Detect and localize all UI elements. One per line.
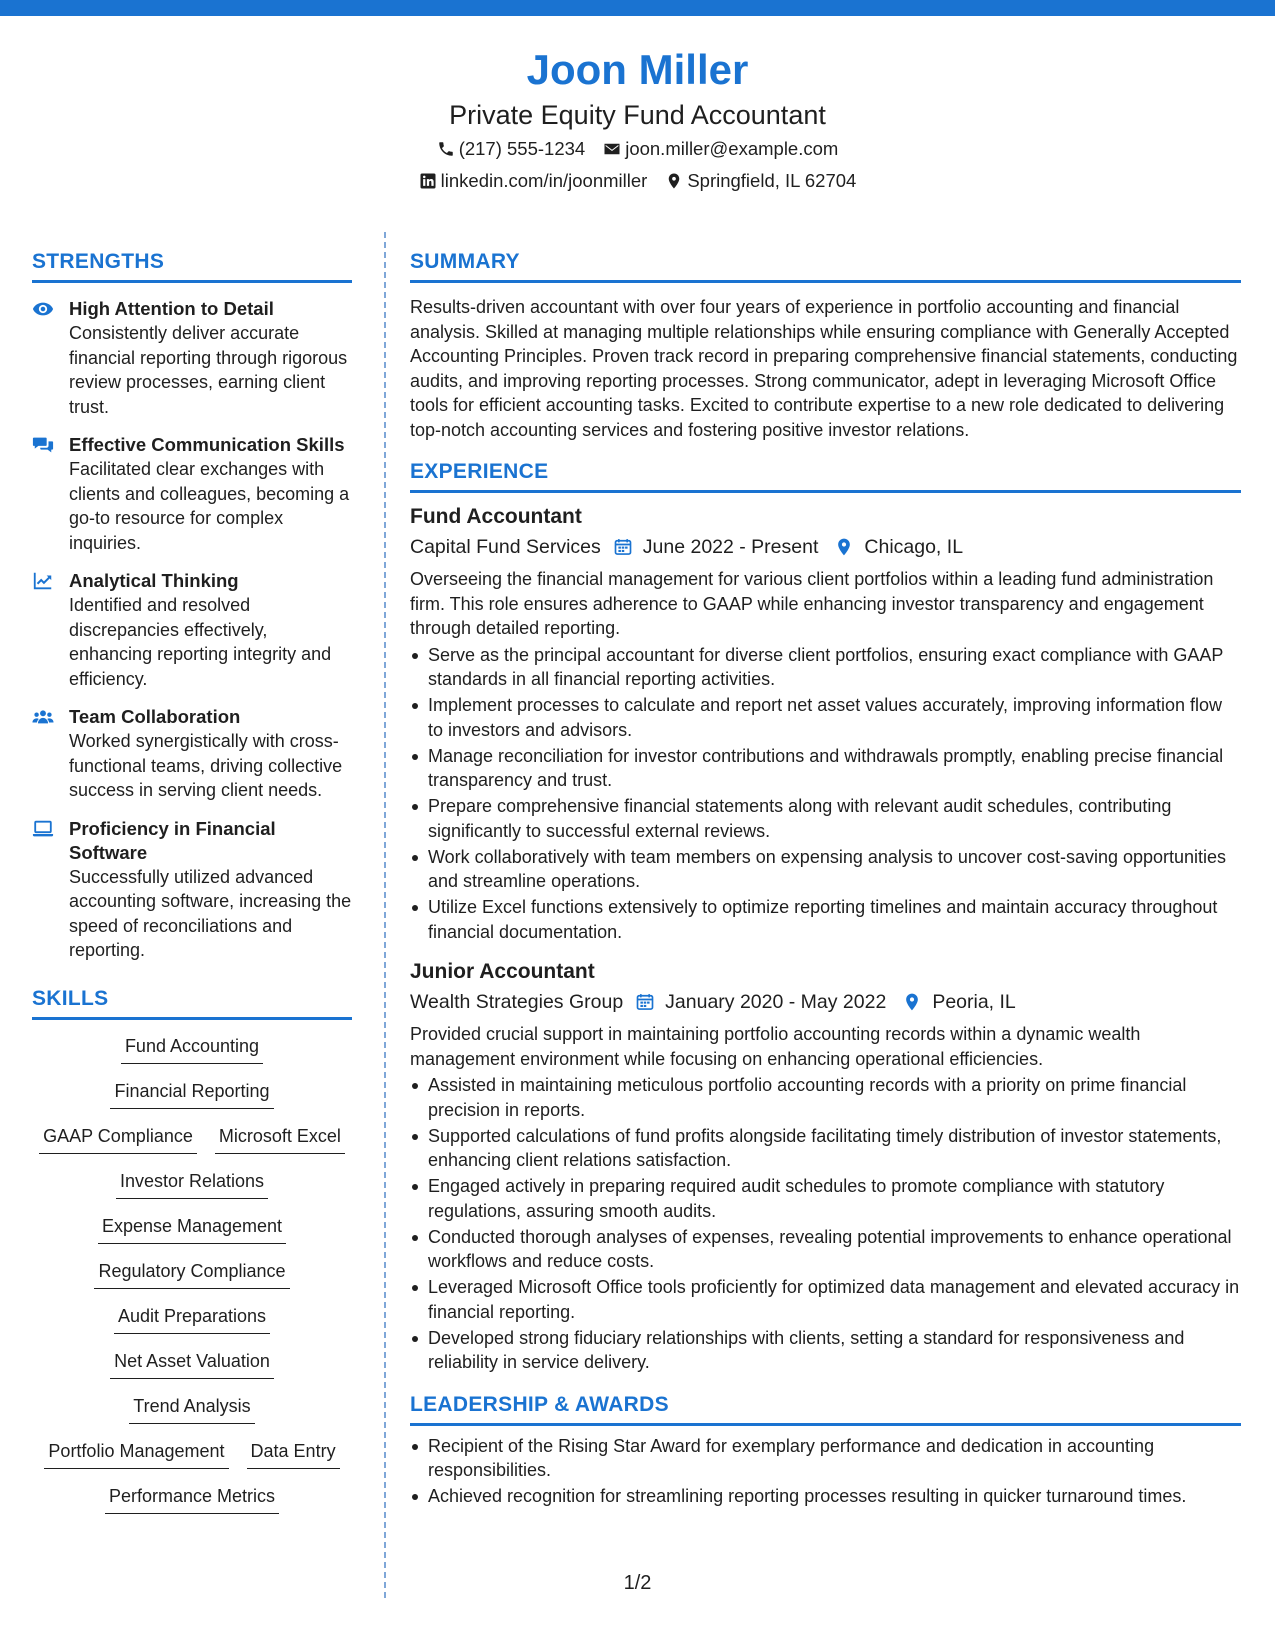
users-icon <box>32 706 54 728</box>
section-rule <box>410 490 1241 493</box>
job-location: Chicago, IL <box>864 536 964 558</box>
strength-desc: Successfully utilized advanced accounting software, increasing the speed of reconciliations and reporting. <box>69 866 352 960</box>
chart-line-icon <box>32 570 54 592</box>
strength-desc: Facilitated clear exchanges with clients and colleagues, becoming a go-to resource for complex inquiries. <box>69 459 350 553</box>
linkedin-text: linkedin.com/in/joonmiller <box>440 170 648 191</box>
skill-tag: Portfolio Management <box>44 1439 228 1469</box>
job-bullets <box>410 1073 1241 1375</box>
experience-section <box>410 458 1241 1375</box>
bullet-item: Work collaboratively with team members on expensing analysis to uncover cost-saving opportunities and streamline operations. <box>410 845 1241 894</box>
strength-desc: Worked synergistically with cross-functional teams, driving collective success in serving client needs. <box>69 731 343 800</box>
bullet-item: Assisted in maintaining meticulous portfolio accounting records with a priority on prime financial precision in reports. <box>410 1073 1241 1122</box>
skill-tag: Audit Preparations <box>114 1304 270 1334</box>
bullet-item: Manage reconciliation for investor contributions and withdrawals promptly, enabling precise financial transparency and trust. <box>410 744 1241 793</box>
bullet-item: Developed strong fiduciary relationships with clients, setting a standard for responsiveness and reliability in service delivery. <box>410 1326 1241 1375</box>
skill-tag: Performance Metrics <box>105 1484 279 1514</box>
skill-tag: Microsoft Excel <box>215 1124 345 1154</box>
skill-tag: GAAP Compliance <box>39 1124 197 1154</box>
right-column <box>410 248 1241 1509</box>
phone-text: (217) 555-1234 <box>458 138 586 159</box>
job-title: Junior Accountant <box>410 960 595 983</box>
skill-row <box>129 1394 254 1439</box>
skill-row <box>121 1034 263 1079</box>
skill-tag: Expense Management <box>98 1214 286 1244</box>
strengths-heading: STRENGTHS <box>32 250 165 273</box>
linkedin-icon <box>419 172 437 190</box>
leadership-heading: LEADERSHIP & AWARDS <box>410 1392 669 1416</box>
job-entry <box>410 958 1241 1375</box>
job-dates: January 2020 - May 2022 <box>665 991 887 1013</box>
strength-item <box>32 705 352 803</box>
page-number: 1/2 <box>623 1572 652 1594</box>
bullet-item: Conducted thorough analyses of expenses, revealing potential improvements to enhance operational workflows and reduce costs. <box>410 1225 1241 1274</box>
skills-section <box>32 985 352 1529</box>
skills-list <box>32 1034 352 1529</box>
contact-row-1 <box>0 134 1275 164</box>
strengths-section <box>32 248 352 963</box>
bullet-item: Achieved recognition for streamlining reporting processes resulting in quicker turnaround times. <box>410 1484 1241 1509</box>
phone-icon <box>437 140 455 158</box>
strength-title: High Attention to Detail <box>69 298 274 319</box>
candidate-title: Private Equity Fund Accountant <box>449 100 826 130</box>
map-pin-icon <box>902 992 922 1012</box>
strength-title: Effective Communication Skills <box>69 434 345 455</box>
job-description: Provided crucial support in maintaining portfolio accounting records within a dynamic wealth management environment while focusing on enhancing operational efficiencies. <box>410 1024 1141 1069</box>
contact-row-2 <box>0 166 1275 196</box>
resume-header <box>0 44 1275 196</box>
skills-heading: SKILLS <box>32 986 109 1010</box>
calendar-icon <box>635 992 655 1012</box>
map-pin-icon <box>665 172 683 190</box>
job-dates: June 2022 - Present <box>642 536 819 558</box>
summary-text: Results-driven accountant with over four years of experience in portfolio accounting and financial analysis. Skilled at managing multiple relationships while ensuring compliance with Generally Accepted Accounting Principles. Proven track record in preparing comprehensive financial statements, conducting audits, and improving reporting processes. Strong communicator, adept in leveraging Microsoft Office tools for efficient accounting tasks. Excited to contribute expertise to a new role dedicated to delivering top-notch accounting services and fostering positive investor relations. <box>410 297 1238 440</box>
candidate-name: Joon Miller <box>526 46 749 93</box>
bullet-item: Utilize Excel functions extensively to optimize reporting timelines and maintain accuracy throughout financial documentation. <box>410 895 1241 944</box>
strength-item <box>32 297 352 419</box>
strength-desc: Consistently deliver accurate financial reporting through rigorous review processes, earning client trust. <box>69 323 348 417</box>
job-entry <box>410 503 1241 944</box>
strength-item <box>32 569 352 691</box>
envelope-icon <box>603 140 621 158</box>
location-text: Springfield, IL 62704 <box>687 170 857 191</box>
column-divider <box>384 232 386 1598</box>
chat-icon <box>32 434 54 456</box>
strength-title: Analytical Thinking <box>69 570 239 591</box>
section-rule <box>410 280 1241 283</box>
skill-tag: Financial Reporting <box>110 1079 273 1109</box>
job-meta <box>410 988 1241 1016</box>
strength-item <box>32 817 352 963</box>
leadership-section <box>410 1391 1241 1509</box>
contact-email[interactable] <box>603 134 838 164</box>
skill-tag: Regulatory Compliance <box>94 1259 289 1289</box>
job-description: Overseeing the financial management for various client portfolios within a leading fund administration firm. This role ensures adherence to GAAP while enhancing investor transparency and engagement through detailed reporting. <box>410 569 1214 638</box>
section-rule <box>32 280 352 283</box>
skill-tag: Trend Analysis <box>129 1394 254 1424</box>
skill-tag: Fund Accounting <box>121 1034 263 1064</box>
skill-row <box>105 1484 279 1529</box>
job-company: Capital Fund Services <box>410 536 601 558</box>
strength-desc: Identified and resolved discrepancies effectively, enhancing reporting integrity and efficiency. <box>69 595 332 689</box>
job-meta <box>410 533 1241 561</box>
bullet-item: Engaged actively in preparing required audit schedules to promote compliance with statutory regulations, assuring smooth audits. <box>410 1174 1241 1223</box>
leadership-bullets <box>410 1434 1241 1509</box>
strength-title: Team Collaboration <box>69 706 241 727</box>
contact-linkedin[interactable] <box>419 166 648 196</box>
skill-row <box>116 1169 268 1214</box>
bullet-item: Prepare comprehensive financial statements along with relevant audit schedules, contributing significantly to successful external reviews. <box>410 794 1241 843</box>
bullet-item: Supported calculations of fund profits alongside facilitating timely distribution of investor statements, enhancing client relations satisfaction. <box>410 1124 1241 1173</box>
experience-heading: EXPERIENCE <box>410 460 549 483</box>
map-pin-icon <box>834 537 854 557</box>
skill-row <box>114 1304 270 1349</box>
email-text: joon.miller@example.com <box>625 138 839 159</box>
job-location: Peoria, IL <box>932 991 1016 1013</box>
skill-row <box>39 1124 345 1169</box>
contact-phone <box>437 134 586 164</box>
job-bullets <box>410 643 1241 945</box>
summary-heading: SUMMARY <box>410 250 520 273</box>
job-company: Wealth Strategies Group <box>410 991 624 1013</box>
skill-row <box>94 1259 289 1304</box>
top-accent-bar <box>0 0 1275 16</box>
strength-item <box>32 433 352 555</box>
bullet-item: Recipient of the Rising Star Award for exemplary performance and dedication in accounting responsibilities. <box>410 1434 1241 1483</box>
laptop-icon <box>32 818 54 840</box>
strength-title: Proficiency in Financial Software <box>69 817 276 863</box>
section-rule <box>32 1017 352 1020</box>
section-rule <box>410 1423 1241 1426</box>
skill-row <box>110 1079 273 1124</box>
bullet-item: Leveraged Microsoft Office tools proficiently for optimized data management and elevated accuracy in financial reporting. <box>410 1275 1241 1324</box>
skill-row <box>98 1214 286 1259</box>
calendar-icon <box>613 537 633 557</box>
bullet-item: Implement processes to calculate and report net asset values accurately, improving information flow to investors and advisors. <box>410 693 1241 742</box>
bullet-item: Serve as the principal accountant for diverse client portfolios, ensuring exact compliance with GAAP standards in all financial reporting activities. <box>410 643 1241 692</box>
skill-row <box>110 1349 274 1394</box>
summary-section <box>410 248 1241 442</box>
skill-row <box>44 1439 339 1484</box>
eye-icon <box>32 298 54 320</box>
contact-location <box>665 166 856 196</box>
skill-tag: Net Asset Valuation <box>110 1349 274 1379</box>
skill-tag: Data Entry <box>247 1439 340 1469</box>
left-column <box>32 248 352 1529</box>
skill-tag: Investor Relations <box>116 1169 268 1199</box>
job-title: Fund Accountant <box>410 505 582 528</box>
